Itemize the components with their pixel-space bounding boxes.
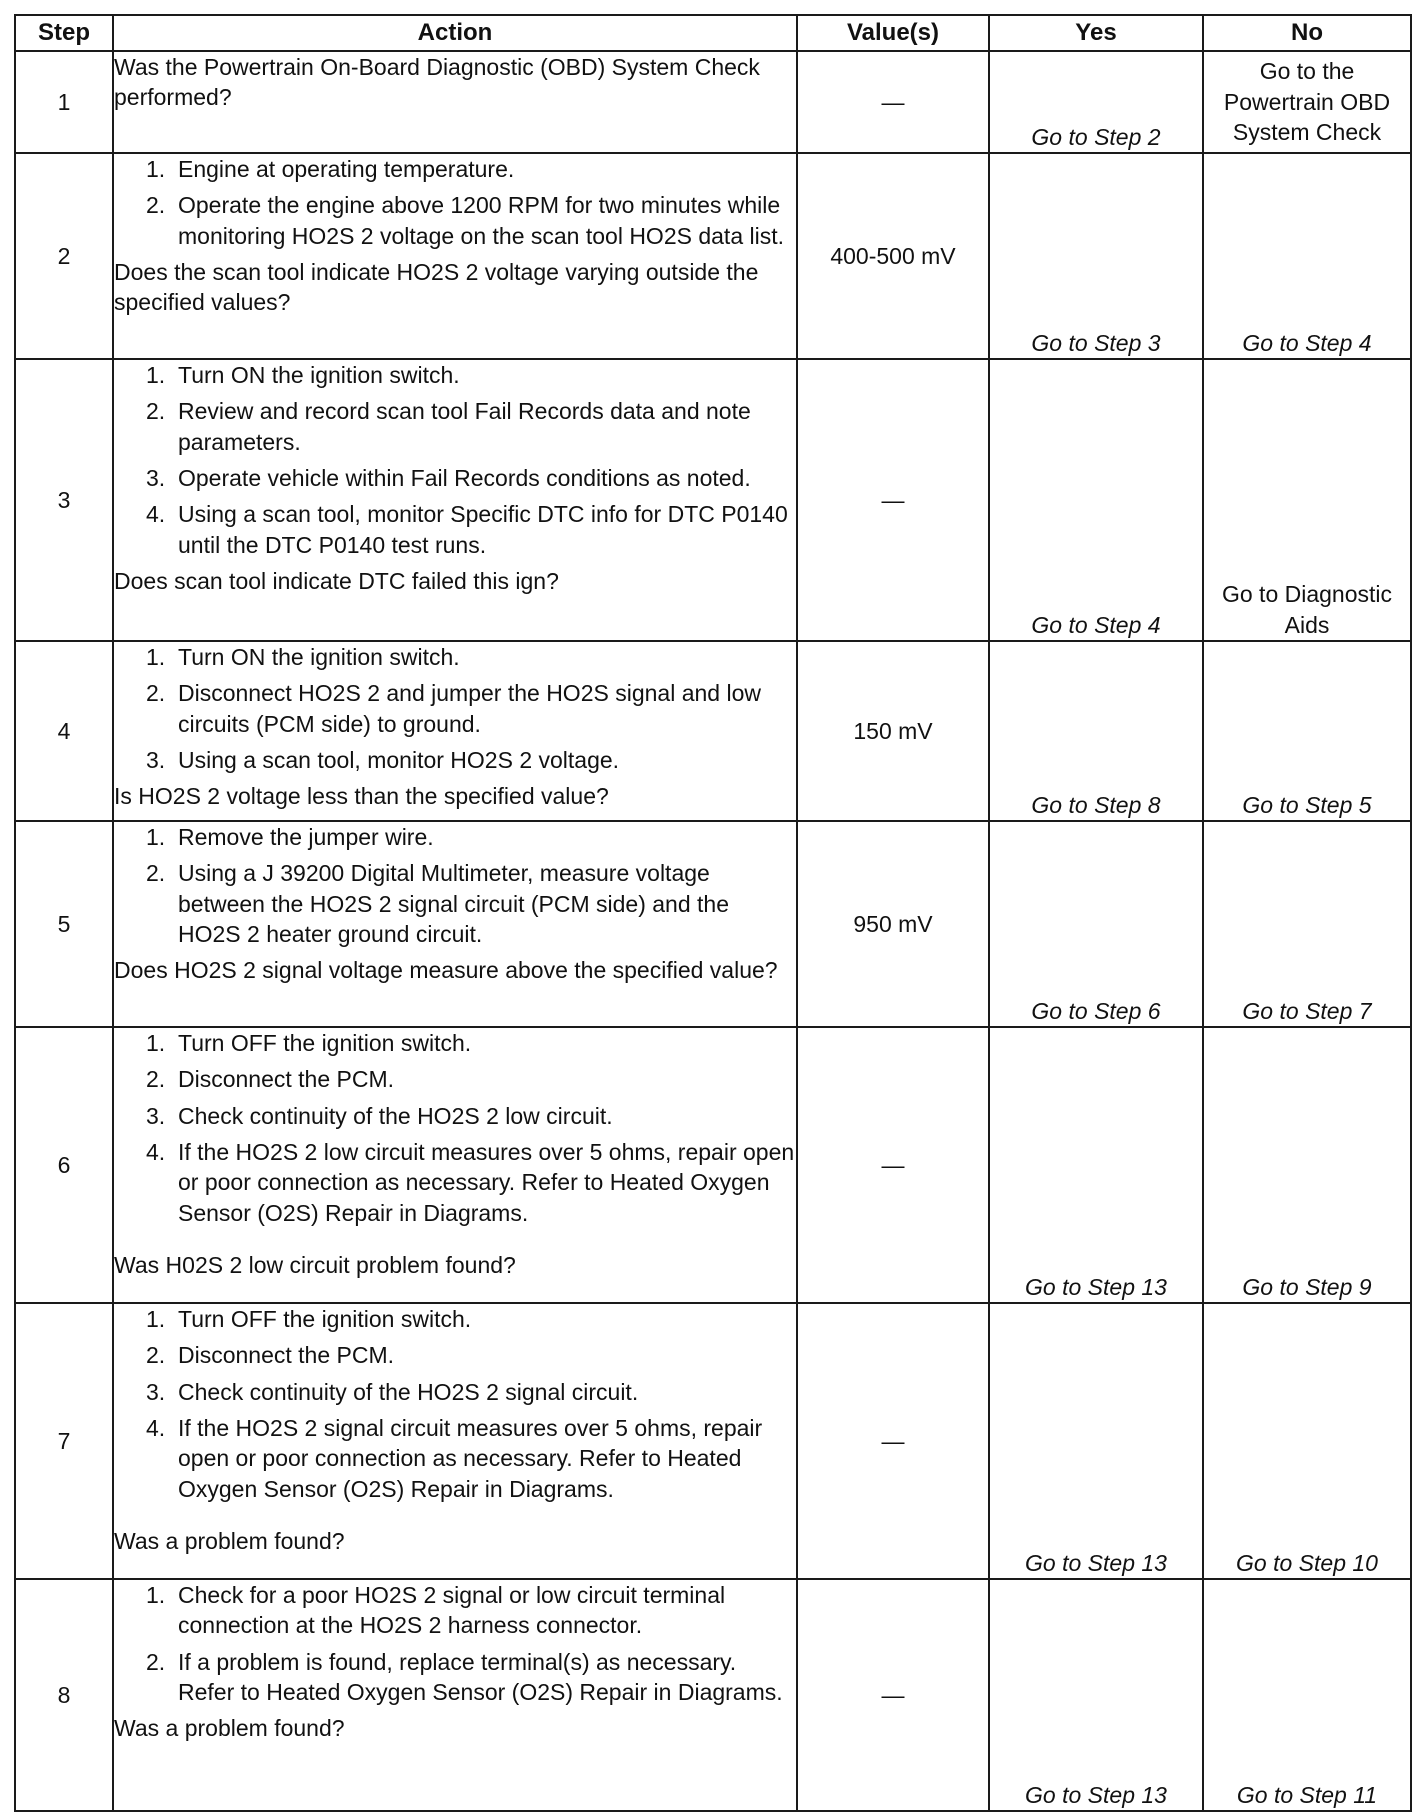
step-number: 1	[15, 51, 113, 153]
header-values: Value(s)	[797, 15, 989, 51]
table-row	[15, 51, 1411, 153]
step-number: 7	[15, 1303, 113, 1579]
no-cell: Go to Step 4	[1203, 153, 1411, 359]
no-cell: Go to Step 5	[1203, 641, 1411, 821]
question-text: Does scan tool indicate DTC failed this ign?	[114, 568, 559, 595]
list-item: 1. Turn OFF the ignition switch.	[146, 1306, 472, 1332]
question-text: Was H02S 2 low circuit problem found?	[114, 1252, 516, 1279]
list-item: 3. Operate vehicle within Fail Records conditions as noted.	[146, 465, 751, 492]
step-number: 2	[15, 153, 113, 359]
action-list	[114, 1028, 796, 1228]
list-item: 4. If the HO2S 2 low circuit measures over 5 ohms, repair open or poor connection as necessary. Refer to Heated Oxygen Sensor (O2S) Repair in Diagrams.	[146, 1139, 795, 1226]
table-row	[15, 1027, 1411, 1303]
list-item: 2. If a problem is found, replace terminal(s) as necessary. Refer to Heated Oxygen Sensor (O2S) Repair in Diagrams.	[146, 1648, 783, 1706]
list-item: 3. Using a scan tool, monitor HO2S 2 voltage.	[146, 747, 620, 774]
table-row	[15, 1579, 1411, 1811]
yes-cell: Go to Step 13	[989, 1027, 1203, 1303]
list-item: 1. Remove the jumper wire.	[146, 824, 434, 850]
no-cell: Go to Step 9	[1203, 1027, 1411, 1303]
value-cell: —	[797, 51, 989, 153]
header-row	[15, 15, 1411, 51]
action-list	[114, 642, 796, 775]
no-cell: Go to Step 7	[1203, 821, 1411, 1027]
action-list	[114, 1580, 796, 1707]
yes-cell: Go to Step 13	[989, 1579, 1203, 1811]
step-number: 8	[15, 1579, 113, 1811]
list-item: 1. Turn OFF the ignition switch.	[146, 1030, 472, 1056]
question-text: Does the scan tool indicate HO2S 2 voltage varying outside the specified values?	[114, 259, 759, 316]
value-cell: 400-500 mV	[797, 153, 989, 359]
value-cell: 150 mV	[797, 641, 989, 821]
action-list	[114, 822, 796, 949]
list-item: 4. Using a scan tool, monitor Specific DTC info for DTC P0140 until the DTC P0140 test runs.	[146, 501, 788, 558]
yes-cell: Go to Step 6	[989, 821, 1203, 1027]
yes-cell: Go to Step 13	[989, 1303, 1203, 1579]
list-item: 1. Turn ON the ignition switch.	[146, 644, 460, 670]
value-cell: —	[797, 1579, 989, 1811]
action-list	[114, 360, 796, 560]
step-number: 3	[15, 359, 113, 641]
list-item: 2. Disconnect the PCM.	[146, 1066, 395, 1093]
table-row	[15, 1303, 1411, 1579]
list-item: 4. If the HO2S 2 signal circuit measures over 5 ohms, repair open or poor connection as necessary. Refer to Heated Oxygen Sensor (O2S) Repair in Diagrams.	[146, 1415, 763, 1502]
header-action: Action	[113, 15, 797, 51]
list-item: 2. Review and record scan tool Fail Records data and note parameters.	[146, 398, 751, 455]
value-cell: —	[797, 359, 989, 641]
header-no: No	[1203, 15, 1411, 51]
action-cell	[113, 1579, 797, 1811]
action-cell	[113, 821, 797, 1027]
list-item: 2. Operate the engine above 1200 RPM for two minutes while monitoring HO2S 2 voltage on the scan tool HO2S data list.	[146, 192, 784, 249]
list-item: 2. Using a J 39200 Digital Multimeter, measure voltage between the HO2S 2 signal circuit (PCM side) and the HO2S 2 heater ground circuit.	[146, 860, 729, 948]
table-row	[15, 821, 1411, 1027]
step-number: 6	[15, 1027, 113, 1303]
list-item: 1. Turn ON the ignition switch.	[146, 362, 460, 388]
no-cell: Go to Step 10	[1203, 1303, 1411, 1579]
list-item: 3. Check continuity of the HO2S 2 signal circuit.	[146, 1378, 639, 1405]
list-item: 1. Engine at operating temperature.	[146, 156, 515, 182]
question-text: Is HO2S 2 voltage less than the specified value?	[114, 783, 609, 810]
step-number: 4	[15, 641, 113, 821]
no-cell: Go to Diagnostic Aids	[1203, 359, 1411, 641]
value-cell: —	[797, 1027, 989, 1303]
question-text: Does HO2S 2 signal voltage measure above the specified value?	[114, 957, 778, 984]
list-item: 2. Disconnect HO2S 2 and jumper the HO2S signal and low circuits (PCM side) to ground.	[146, 680, 761, 737]
action-cell	[113, 153, 797, 359]
yes-cell: Go to Step 8	[989, 641, 1203, 821]
action-cell	[113, 1303, 797, 1579]
question-text: Was a problem found?	[114, 1715, 345, 1742]
table-row	[15, 641, 1411, 821]
list-item: 3. Check continuity of the HO2S 2 low circuit.	[146, 1102, 613, 1129]
no-cell: Go to Step 11	[1203, 1579, 1411, 1811]
step-number: 5	[15, 821, 113, 1027]
list-item: 2. Disconnect the PCM.	[146, 1342, 395, 1369]
question-text: Was a problem found?	[114, 1528, 345, 1555]
action-cell	[113, 51, 797, 153]
table-row	[15, 359, 1411, 641]
value-cell: —	[797, 1303, 989, 1579]
value-cell: 950 mV	[797, 821, 989, 1027]
action-cell	[113, 641, 797, 821]
no-cell: Go to the Powertrain OBD System Check	[1203, 51, 1411, 153]
table-row	[15, 153, 1411, 359]
action-cell	[113, 359, 797, 641]
diagnostic-table	[14, 14, 1412, 1812]
yes-cell: Go to Step 2	[989, 51, 1203, 153]
question-text: Was the Powertrain On-Board Diagnostic (OBD) System Check performed?	[114, 54, 760, 111]
action-list	[114, 154, 796, 251]
action-cell	[113, 1027, 797, 1303]
header-yes: Yes	[989, 15, 1203, 51]
list-item: 1. Check for a poor HO2S 2 signal or low circuit terminal connection at the HO2S 2 harness connector.	[146, 1582, 726, 1639]
action-list	[114, 1304, 796, 1504]
yes-cell: Go to Step 3	[989, 153, 1203, 359]
yes-cell: Go to Step 4	[989, 359, 1203, 641]
header-step: Step	[15, 15, 113, 51]
